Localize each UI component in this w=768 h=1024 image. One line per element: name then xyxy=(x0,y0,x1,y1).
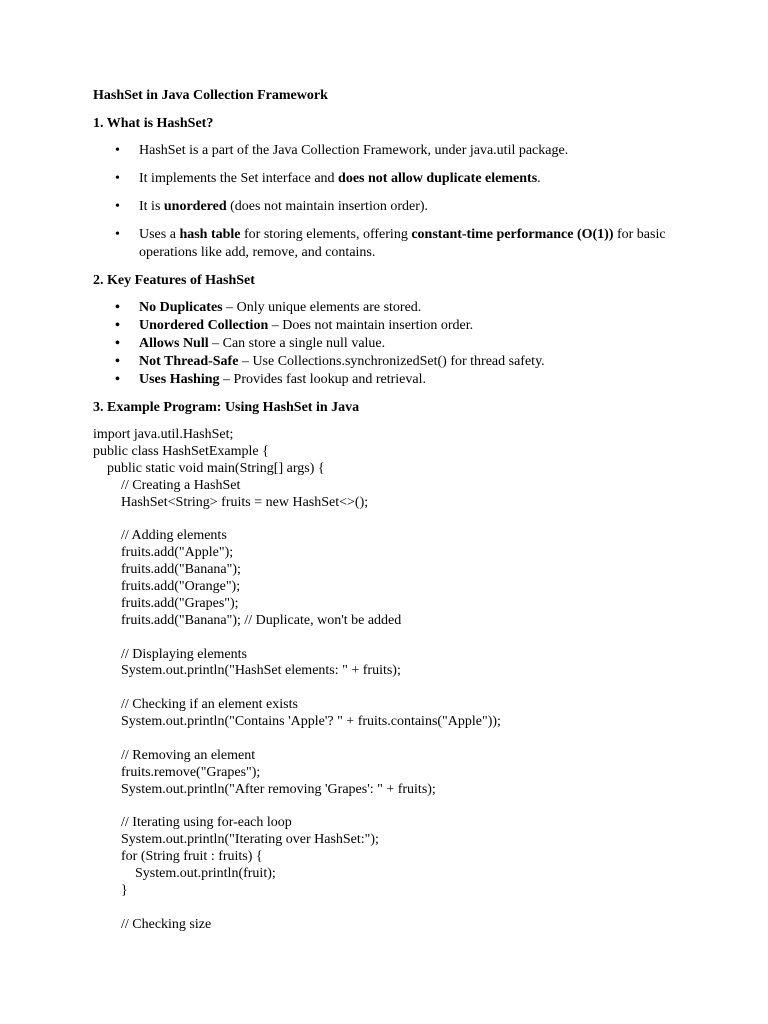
code-line: // Adding elements xyxy=(93,528,227,544)
text-run: Uses a xyxy=(139,227,180,242)
bold-text: Unordered Collection xyxy=(139,318,269,333)
text-run: – Use Collections.synchronizedSet() for thread safety. xyxy=(238,354,545,369)
code-line: fruits.remove("Grapes"); xyxy=(93,764,261,780)
code-line: // Displaying elements xyxy=(93,646,247,662)
bold-text: Allows Null xyxy=(139,336,209,351)
list-item xyxy=(93,226,713,262)
code-line: System.out.println("Contains 'Apple'? " + fruits.contains("Apple")); xyxy=(93,714,501,730)
code-line: public static void main(String[] args) { xyxy=(93,460,325,476)
code-line: fruits.add("Orange"); xyxy=(93,579,241,595)
list-item xyxy=(93,142,713,160)
code-line xyxy=(93,799,713,816)
document-title: HashSet in Java Collection Framework xyxy=(93,88,328,103)
what-is-hashset-list xyxy=(93,142,713,262)
code-line: System.out.println("After removing 'Grapes': " + fruits); xyxy=(93,781,436,797)
code-line xyxy=(93,630,713,647)
section-key-features-heading: 2. Key Features of HashSet xyxy=(93,273,255,288)
bold-text: Not Thread-Safe xyxy=(139,354,239,369)
text-run: – Does not maintain insertion order. xyxy=(268,318,474,333)
code-line: // Iterating using for-each loop xyxy=(93,815,292,831)
code-line: // Checking if an element exists xyxy=(93,697,298,713)
code-line: fruits.add("Grapes"); xyxy=(93,595,239,611)
list-item xyxy=(93,299,713,317)
section-example-program-heading: 3. Example Program: Using HashSet in Java xyxy=(93,400,360,415)
text-run: for storing elements, offering xyxy=(240,227,412,242)
text-run: – Can store a single null value. xyxy=(208,336,386,351)
code-line xyxy=(93,900,713,917)
bold-text: Uses Hashing xyxy=(139,372,220,387)
bold-text: hash table xyxy=(179,227,241,242)
text-run: – Only unique elements are stored. xyxy=(222,300,422,315)
bold-text: No Duplicates xyxy=(139,300,223,315)
code-line xyxy=(93,731,713,748)
text-run: It implements the Set interface and xyxy=(139,171,339,186)
code-line: System.out.println("HashSet elements: " + fruits); xyxy=(93,663,401,679)
code-line xyxy=(93,680,713,697)
code-line: // Creating a HashSet xyxy=(93,477,241,493)
code-line: // Checking size xyxy=(93,916,212,932)
code-example xyxy=(93,427,713,934)
code-line: fruits.add("Banana"); xyxy=(93,562,241,578)
bold-text: does not allow duplicate elements xyxy=(338,171,538,186)
list-item xyxy=(93,317,713,335)
list-item xyxy=(93,353,713,371)
key-features-list xyxy=(93,299,713,389)
bold-text: constant-time performance (O(1)) xyxy=(411,227,614,242)
text-run: (does not maintain insertion order). xyxy=(226,199,429,214)
code-line: import java.util.HashSet; xyxy=(93,427,234,442)
list-item xyxy=(93,335,713,353)
text-run: – Provides fast lookup and retrieval. xyxy=(219,372,426,387)
list-item xyxy=(93,170,713,188)
section-what-is-hashset-heading: 1. What is HashSet? xyxy=(93,116,214,131)
text-run: . xyxy=(537,171,541,186)
code-line: System.out.println(fruit); xyxy=(93,866,276,882)
code-line: for (String fruit : fruits) { xyxy=(93,849,263,865)
code-line: // Removing an element xyxy=(93,747,256,763)
bold-text: unordered xyxy=(163,199,227,214)
code-line: HashSet<String> fruits = new HashSet<>(); xyxy=(93,494,369,510)
code-line: } xyxy=(93,883,128,899)
document-content xyxy=(93,87,713,934)
list-item xyxy=(93,198,713,216)
text-run: It is xyxy=(139,199,164,214)
code-line: public class HashSetExample { xyxy=(93,443,269,459)
code-line: fruits.add("Apple"); xyxy=(93,545,234,561)
code-line xyxy=(93,511,713,528)
text-run: for basic operations like add, remove, and contains. xyxy=(139,227,666,260)
list-item xyxy=(93,371,713,389)
code-line: fruits.add("Banana"); // Duplicate, won't be added xyxy=(93,612,402,628)
code-line: System.out.println("Iterating over HashSet:"); xyxy=(93,832,379,848)
text-run: HashSet is a part of the Java Collection Framework, under java.util package. xyxy=(139,143,569,158)
